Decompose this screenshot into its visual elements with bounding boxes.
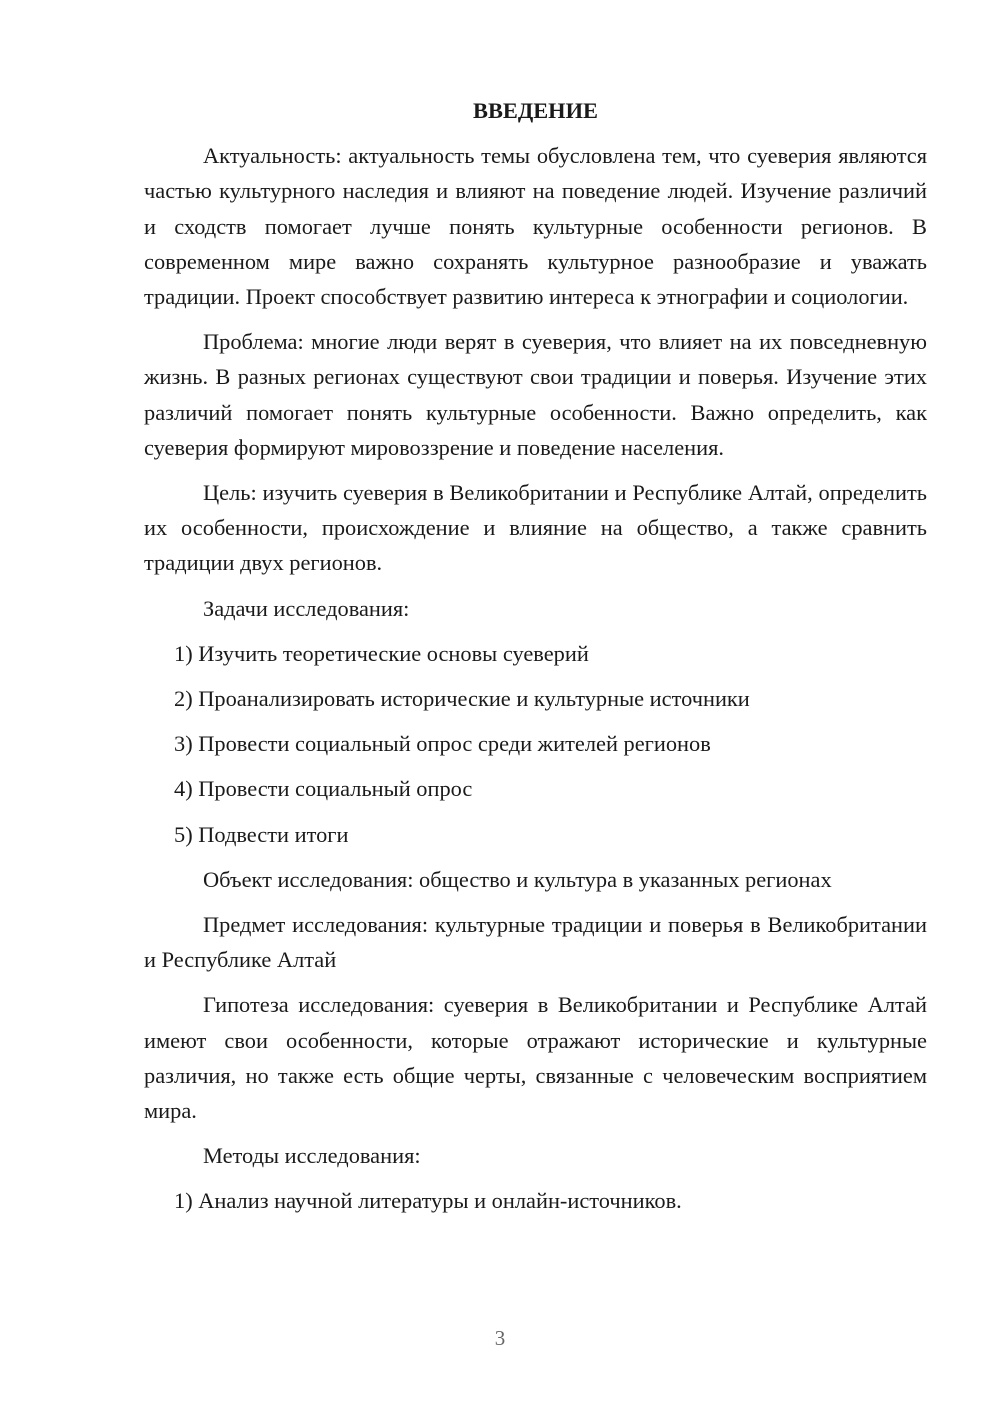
list-item: 4) Провести социальный опрос xyxy=(174,776,473,802)
object-paragraph: Объект исследования: общество и культура в указанных регионах xyxy=(203,866,832,892)
problem-paragraph: Проблема: многие люди верят в суеверия, что влияет на их повседневную жизнь. В разных регионах существуют свои традиции и поверья. Изучение этих различий помогает понять культурные особенности. Важно определить, как суеверия формируют мировоззрение и поведение населения. xyxy=(144,329,927,460)
tasks-list xyxy=(144,636,927,852)
list-item: 1) Анализ научной литературы и онлайн-источников. xyxy=(174,1188,682,1214)
tasks-heading: Задачи исследования: xyxy=(203,595,410,621)
list-item: 1) Изучить теоретические основы суеверий xyxy=(174,640,589,666)
goal-paragraph: Цель: изучить суеверия в Великобритании и Республике Алтай, определить их особенности, происхождение и влияние на общество, а также сравнить традиции двух регионов. xyxy=(144,480,927,576)
document-page xyxy=(144,93,927,1229)
section-title: ВВЕДЕНИЕ xyxy=(473,98,598,123)
subject-paragraph: Предмет исследования: культурные традиции и поверья в Великобритании и Республике Алтай xyxy=(144,912,927,973)
methods-heading: Методы исследования: xyxy=(203,1143,421,1169)
relevance-paragraph: Актуальность: актуальность темы обусловлена тем, что суеверия являются частью культурного наследия и влияют на поведение людей. Изучение различий и сходств помогает лучше понять культурные особенности регионов. В современном мире важно сохранять культурное разнообразие и уважать традиции. Проект способствует развитию интереса к этнографии и социологии. xyxy=(144,143,927,310)
list-item: 3) Провести социальный опрос среди жителей регионов xyxy=(174,731,711,757)
list-item: 2) Проанализировать исторические и культурные источники xyxy=(174,686,750,712)
methods-list xyxy=(144,1183,927,1218)
hypothesis-paragraph: Гипотеза исследования: суеверия в Великобритании и Республике Алтай имеют свои особенности, которые отражают исторические и культурные различия, но также есть общие черты, связанные с человеческим восприятием мира. xyxy=(144,992,927,1124)
page-number: 3 xyxy=(494,1326,506,1350)
list-item: 5) Подвести итоги xyxy=(174,821,349,847)
